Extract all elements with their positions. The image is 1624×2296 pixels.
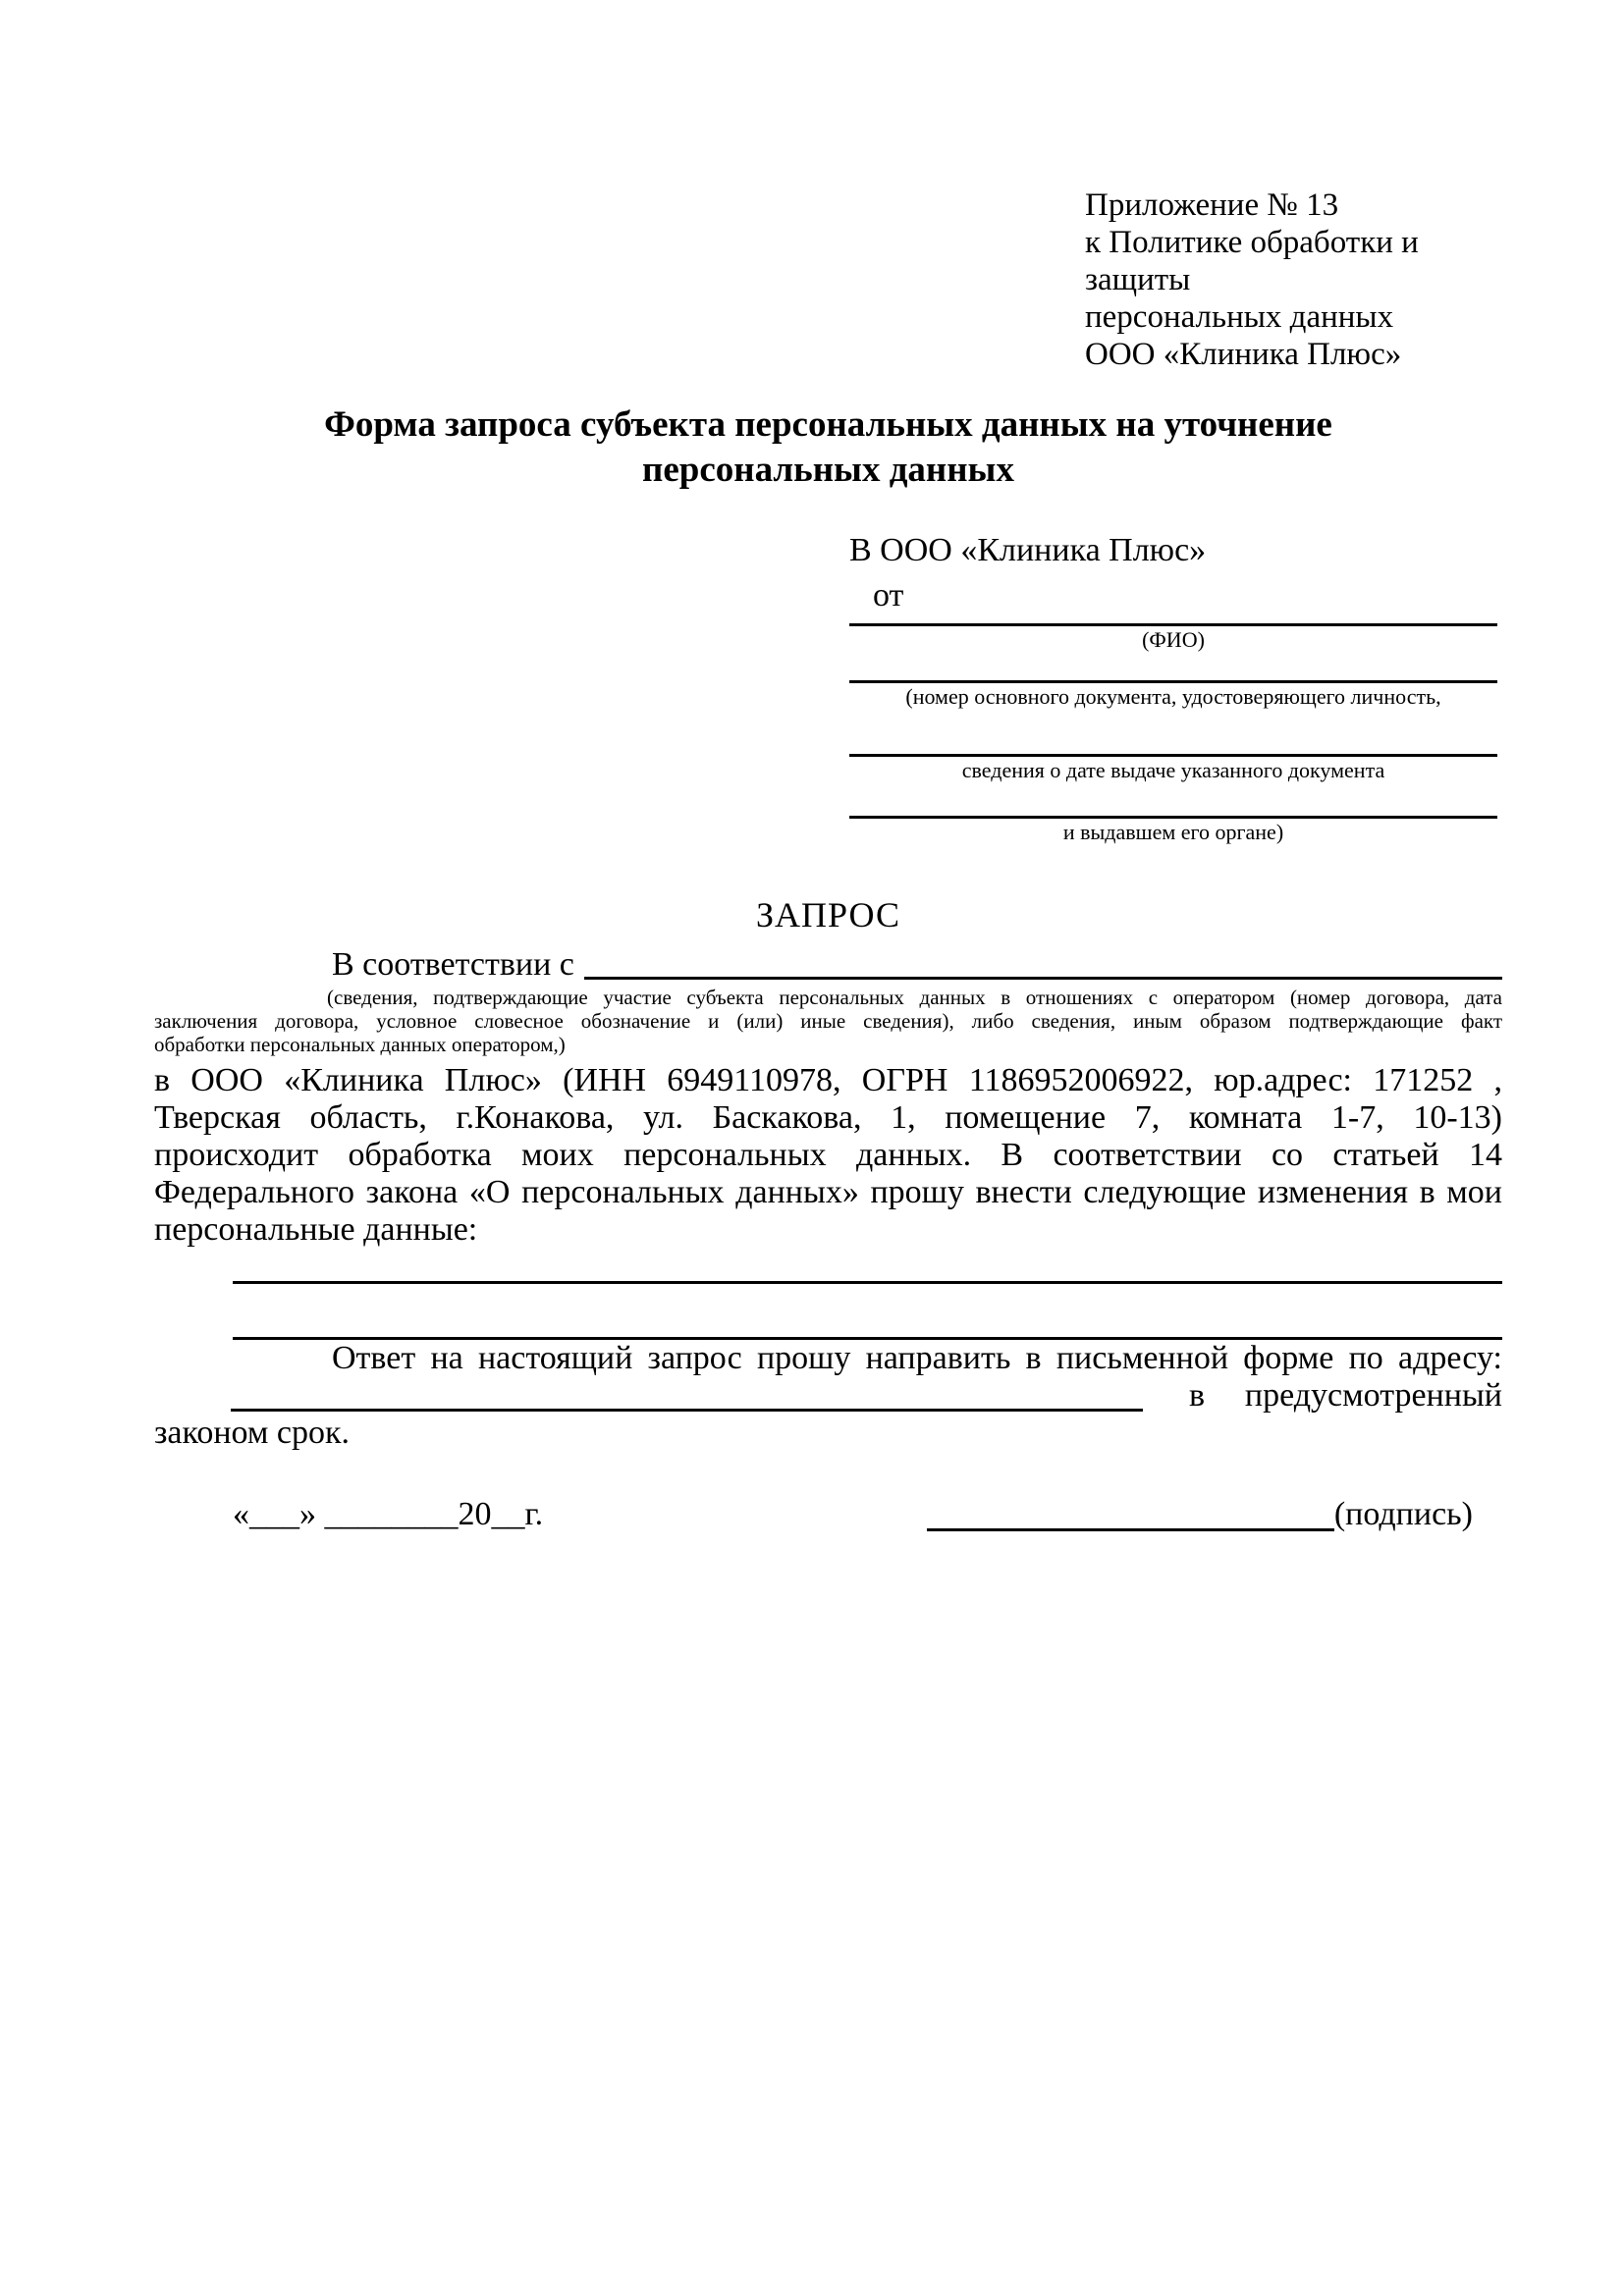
document-number-caption: (номер основного документа, удостоверяющего личность, — [905, 684, 1441, 709]
changes-blank-line — [233, 1284, 1502, 1340]
document-title-line: Форма запроса субъекта персональных данных на уточнение — [324, 404, 1332, 445]
signature-blank-line — [927, 1498, 1334, 1531]
document-title-line: персональных данных — [642, 450, 1014, 490]
changes-blank-line — [233, 1249, 1502, 1284]
request-body — [154, 1062, 1502, 1249]
appendix-line: Приложение № 13 — [1085, 187, 1339, 223]
request-heading: ЗАПРОС — [756, 895, 900, 934]
request-intro-blank-line — [584, 944, 1502, 980]
appendix-header — [1085, 187, 1502, 373]
signature-caption: (подпись) — [1333, 1496, 1473, 1532]
reply-word-foreseen: предусмотренный — [1244, 1377, 1502, 1414]
addressee-to: В ООО «Клиника Плюс» — [849, 532, 1207, 568]
reply-tail-text: законом срок. — [154, 1415, 350, 1451]
request-intro-row — [154, 944, 1502, 986]
request-body-line: происходит обработка моих персональных данных. В соответствии со статьей 14 — [154, 1137, 1502, 1173]
addressee-from-label: от — [873, 577, 904, 614]
reply-text: Ответ на настоящий запрос прошу направить в письменной форме по адресу: — [332, 1340, 1502, 1376]
signature-area — [927, 1495, 1473, 1534]
reply-paragraph — [154, 1340, 1502, 1452]
reply-address-blank-line — [231, 1378, 1143, 1412]
addressee-block — [849, 532, 1497, 846]
date-field: «___» ________20__г. — [233, 1496, 544, 1532]
request-intro-text: В соответствии с — [332, 946, 574, 983]
document-title — [154, 402, 1502, 493]
request-body-line: Тверская область, г.Конакова, ул. Баскакова, 1, помещение 7, комната 1-7, 10-13) — [154, 1099, 1502, 1136]
appendix-line: ООО «Клиника Плюс» — [1085, 337, 1402, 372]
issue-date-caption: сведения о дате выдаче указанного документа — [961, 758, 1385, 782]
issuer-caption: и выдавшем его органе) — [1062, 820, 1284, 844]
request-body-line: Федерального закона «О персональных данных» прошу внести следующие изменения в мои — [154, 1174, 1502, 1210]
request-body-line: персональные данные: — [154, 1211, 478, 1248]
fio-caption: (ФИО) — [1142, 627, 1205, 652]
reply-address-row — [154, 1377, 1502, 1415]
appendix-line: персональных данных — [1085, 299, 1394, 335]
reply-word-in: в — [1189, 1377, 1206, 1414]
appendix-line: к Политике обработки и защиты — [1085, 225, 1419, 297]
footnote-line: (сведения, подтверждающие участие субъекта персональных данных в отношениях с оператором (номер договора, дата — [327, 986, 1502, 1009]
document-number-blank-line — [849, 654, 1497, 683]
request-body-line: в ООО «Клиника Плюс» (ИНН 6949110978, ОГРН 1186952006922, юр.адрес: 171252 , — [154, 1062, 1502, 1098]
footnote-line: обработки персональных данных оператором,) — [154, 1033, 566, 1056]
issuer-blank-line — [849, 784, 1497, 819]
date-signature-row — [154, 1495, 1502, 1534]
issue-date-blank-line — [849, 711, 1497, 757]
footnote-line: заключения договора, условное словесное обозначение и (или) иные сведения), либо сведения, иным образом подтверждающие факт — [154, 1009, 1502, 1033]
fio-blank-line — [849, 614, 1497, 626]
footnote — [154, 986, 1502, 1056]
